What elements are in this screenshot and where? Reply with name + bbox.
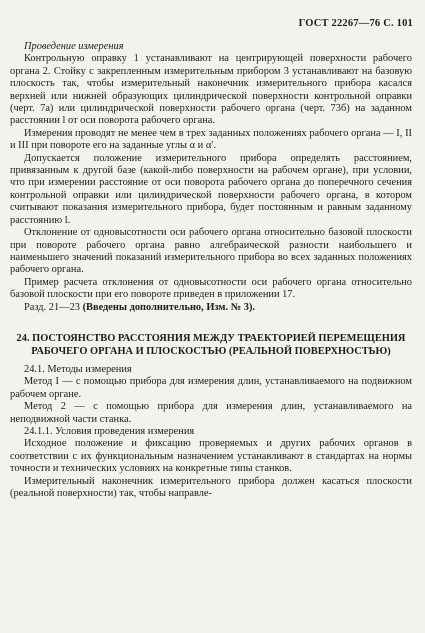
amendment-ref: Разд. 21—23 <box>24 301 83 313</box>
paragraph-2: Измерения проводят не менее чем в трех заданных положениях рабочего органа — I, II и III при повороте его на заданные углы α и α′. <box>10 127 412 152</box>
subsection-24-1-1: 24.1.1. Условия проведения измерения <box>24 425 195 437</box>
paragraph-4: Отклонение от одновысотности оси рабочего органа относительно базовой плоскости при повороте рабочего органа равно алгебраической разности наибольшего и наименьшего значений показаний измерительного прибора во всех заданных положениях рабочего органа. <box>10 227 412 276</box>
paragraph-3: Допускается положение измерительного прибора определять расстоянием, привязанным к другой базе (какой-либо поверхности на рабочем органе), при условии, что при измерении расстояние от оси поворота рабочего органа до поперечного сечения контрольной оправки или цилиндрической поверхности рабочего органа, в котором считывают показания измерительного прибора, будет постоянным и равным заданному расстоянию l. <box>10 152 412 226</box>
method-1: Метод I — с помощью прибора для измерения длин, устанавливаемого на подвижном рабочем органе. <box>10 376 412 400</box>
paragraph-1: Контрольную оправку 1 устанавливают на центрирующей поверхности рабочего органа 2. Стойку с закрепленным измерительным прибором 3 устанавливают на базовую плоскость так, чтобы измерительный наконечник измерительного прибора касался верхней или нижней образующих цилиндрической поверхности контрольной оправки (черт. 7а) или цилиндрической поверхности рабочего органа (черт. 73б) на заданном расстоянии l от оси поворота рабочего органа. <box>10 53 412 127</box>
subsection-24-1: 24.1. Методы измерения <box>24 363 132 375</box>
method-2: Метод 2 — с помощью прибора для измерения длин, устанавливаемого на неподвижной части станка. <box>10 401 412 425</box>
page-header: ГОСТ 22267—76 С. 101 <box>298 18 413 29</box>
amendment-note: (Введены дополнительно, Изм. № 3). <box>82 301 255 313</box>
paragraph-6 <box>10 302 412 314</box>
paragraph-7: Исходное положение и фиксацию проверяемых и других рабочих органов в соответствии с их функциональным назначением устанавливают в стандартах на нормы точности и технических условиях на конкретные типы станков. <box>10 438 412 475</box>
document-body <box>10 41 412 500</box>
paragraph-8: Измерительный наконечник измерительного прибора должен касаться плоскости (реальной поверхности) так, чтобы направле- <box>10 475 412 499</box>
section-24-title: 24. ПОСТОЯНСТВО РАССТОЯНИЯ МЕЖДУ ТРАЕКТОРИЕЙ ПЕРЕМЕЩЕНИЯ РАБОЧЕГО ОРГАНА И ПЛОСКОСТЬЮ (РЕАЛЬНОЙ ПОВЕРХНОСТЬЮ) <box>16 332 406 357</box>
subheading-measurement: Проведение измерения <box>24 41 124 52</box>
paragraph-5: Пример расчета отклонения от одновысотности оси рабочего органа относительно базовой плоскости при его повороте приведен в приложении 17. <box>10 276 412 301</box>
